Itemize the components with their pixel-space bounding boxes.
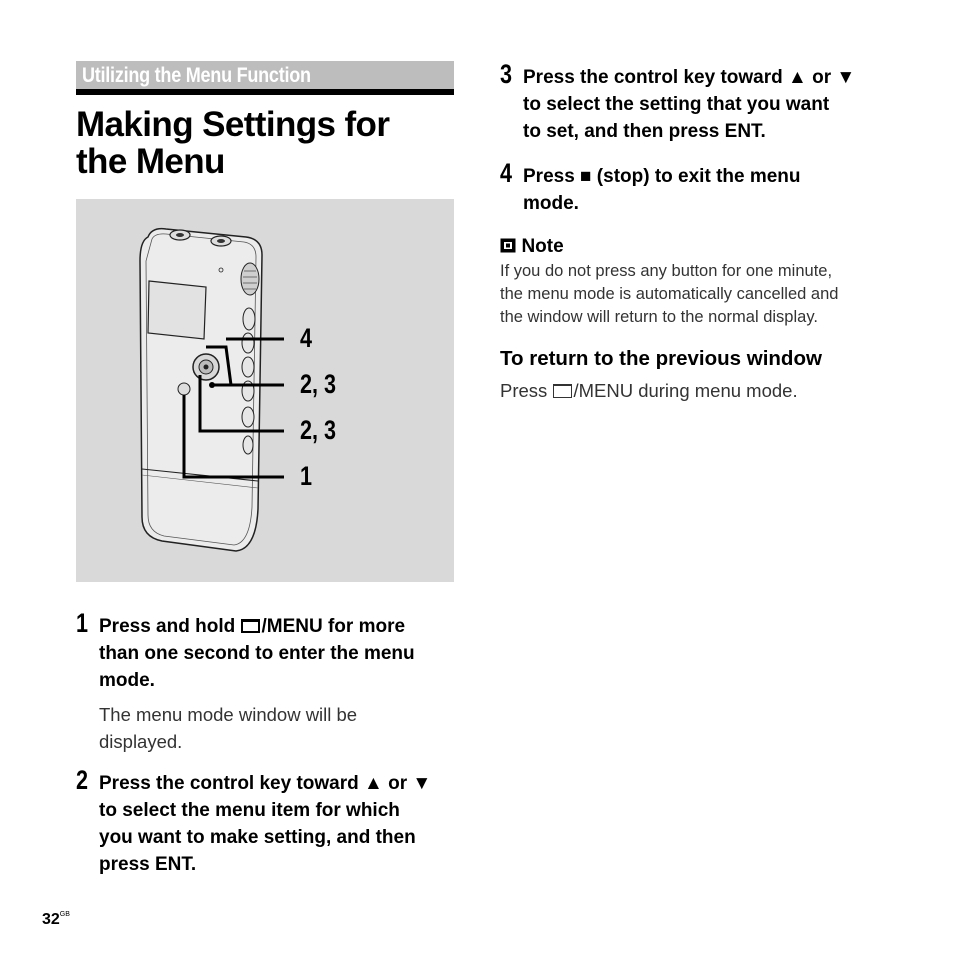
step-3-text: Press the control key toward ▲ or ▼ to select the setting that you want to set, and then press ENT.: [523, 67, 856, 142]
step-2-text: Press the control key toward ▲ or ▼ to select the menu item for which you want to make setting, and then press ENT.: [99, 773, 432, 875]
step-1-number: 1: [76, 608, 89, 638]
return-text: Press /MENU during menu mode.: [500, 380, 798, 401]
step-4-text: Press ■ (stop) to exit the menu mode.: [523, 166, 801, 214]
section-header: [76, 61, 454, 95]
page-title-line2: the Menu: [76, 142, 225, 181]
step-3-number: 3: [500, 59, 513, 89]
step-4-number: 4: [500, 158, 513, 188]
voice-recorder-illustration: [76, 199, 454, 582]
page-title: [76, 106, 466, 180]
callout-label-2-3-a: 2, 3: [300, 369, 337, 399]
section-title: Utilizing the Menu Function: [82, 64, 311, 87]
callout-label-4: 4: [300, 323, 313, 353]
step-1-text: Press and hold /MENU for more than one second to enter the menu mode.: [99, 616, 415, 691]
callout-label-1: 1: [300, 461, 313, 491]
folder-icon: [553, 384, 572, 398]
page-title-line1: Making Settings for: [76, 105, 390, 144]
step-1-detail: The menu mode window will be displayed.: [99, 704, 358, 752]
note-icon: [500, 237, 517, 254]
return-heading: To return to the previous window: [500, 347, 822, 370]
callout-label-2-3-b: 2, 3: [300, 415, 337, 445]
device-figure: [76, 199, 454, 582]
step-2-number: 2: [76, 765, 89, 795]
folder-icon: [241, 619, 260, 633]
note-text: If you do not press any button for one minute, the menu mode is automatically cancelled and the window will return to the normal display.: [500, 262, 839, 326]
note-heading: Note: [500, 236, 564, 258]
page-number: $32^{GB}$: [42, 911, 70, 928]
